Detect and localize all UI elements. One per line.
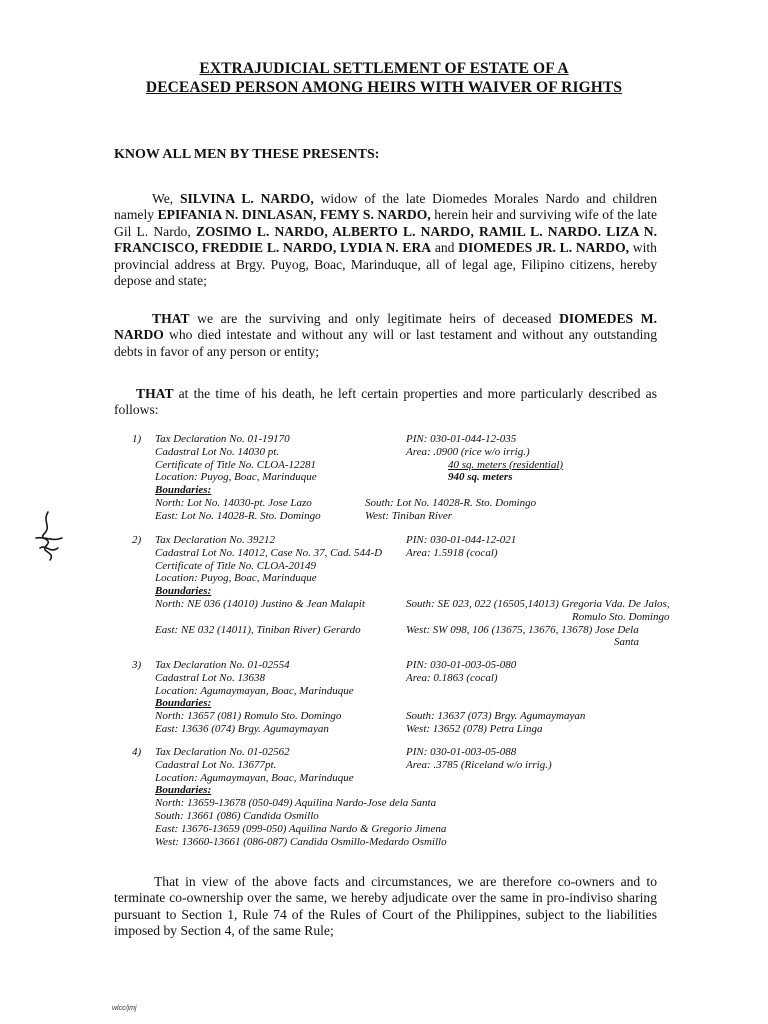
boundaries-label: Boundaries:	[155, 697, 212, 710]
margin-signature	[30, 508, 68, 568]
property-item: 1) Tax Declaration No. 01-19170 Cadastral Lot No. 14030 pt. Certificate of Title No. CLOA-12281 Location: Puyog, Boac, Marinduque PIN: 030-01-044-12-035 Area: .0900 (rice w/o irrig.) 40 sq. meters (residential) 940 sq. meters Boundaries: North: Lot No. 14030-pt. Jose Lazo South: Lot No. 14028-R. Sto. Domingo East: Lot No. 14028-R. Sto. Domingo West: Tiniban River	[132, 433, 564, 522]
property-item: 2) Tax Declaration No. 39212 Cadastral Lot No. 14012, Case No. 37, Cad. 544-D Certificate of Title No. CLOA-20149 Location: Puyog, Boac, Marinduque PIN: 030-01-044-12-021 Area: 1.5918 (cocal) Boundaries: North: NE 036 (14010) Justino & Jean Malapit South: SE 023, 022 (16505,14013) Gregoria Vda. De Jalos, Romulo Sto. Domingo East: NE 032 (14011), Tiniban River) Gerardo West: SW 098, 106 (13675, 13676, 13678) Jose Dela Santa	[132, 534, 670, 649]
property-item: 4) Tax Declaration No. 01-02562 Cadastral Lot No. 13677pt. Location: Agumaymayan, Boac, Marinduque PIN: 030-01-003-05-088 Area: .3785 (Riceland w/o irrig.) Boundaries: North: 13659-13678 (050-049) Aquilina Nardo-Jose dela Santa South: 13661 (086) Candida Osmillo East: 13676-13659 (099-050) Aquilina Nardo & Gregorio Jimena West: 13660-13661 (086-087) Candida Osmillo-Medardo Osmillo	[132, 746, 552, 848]
boundaries-label: Boundaries:	[155, 585, 212, 598]
paragraph-heirs: THAT we are the surviving and only legitimate heirs of deceased DIOMEDES M. NARDO who died intestate and without any will or last testament and without any outstanding debts in favor of any person or entity;	[114, 311, 657, 359]
boundaries-label: Boundaries:	[155, 484, 212, 497]
footer-initials: wlcc/jmj	[112, 1005, 137, 1012]
paragraph-properties-intro: THAT at the time of his death, he left certain properties and more particularly described as follows:	[114, 386, 657, 418]
preamble: KNOW ALL MEN BY THESE PRESENTS:	[114, 147, 380, 162]
paragraph-adjudication: That in view of the above facts and circumstances, we are therefore co-owners and to terminate co-ownership over the same, we hereby adjudicate over the same in pro-indiviso sharing pursuant to Section 1, Rule 74 of the Rules of Court of the Philippines, subject to the liabilities imposed by Section 4, of the same Rule;	[114, 874, 657, 939]
property-item: 3) Tax Declaration No. 01-02554 Cadastral Lot No. 13638 Location: Agumaymayan, Boac, Marinduque PIN: 030-01-003-05-080 Area: 0.1863 (cocal) Boundaries: North: 13657 (081) Romulo Sto. Domingo South: 13637 (073) Brgy. Agumaymayan East: 13636 (074) Brgy. Agumaymayan West: 13652 (078) Petra Linga	[132, 659, 586, 735]
document-title-line1: EXTRAJUDICIAL SETTLEMENT OF ESTATE OF A	[199, 60, 569, 77]
boundaries-label: Boundaries:	[155, 784, 212, 797]
document-title-line2: DECEASED PERSON AMONG HEIRS WITH WAIVER OF RIGHTS	[145, 79, 623, 96]
paragraph-declarants: We, SILVINA L. NARDO, widow of the late Diomedes Morales Nardo and children namely EPIFANIA N. DINLASAN, FEMY S. NARDO, herein heir and surviving wife of the late Gil L. Nardo, ZOSIMO L. NARDO, ALBERTO L. NARDO, RAMIL L. NARDO. LIZA N. FRANCISCO, FREDDIE L. NARDO, LYDIA N. ERA and DIOMEDES JR. L. NARDO, with provincial address at Brgy. Puyog, Boac, Marinduque, all of legal age, Filipino citizens, hereby depose and state;	[114, 191, 658, 289]
